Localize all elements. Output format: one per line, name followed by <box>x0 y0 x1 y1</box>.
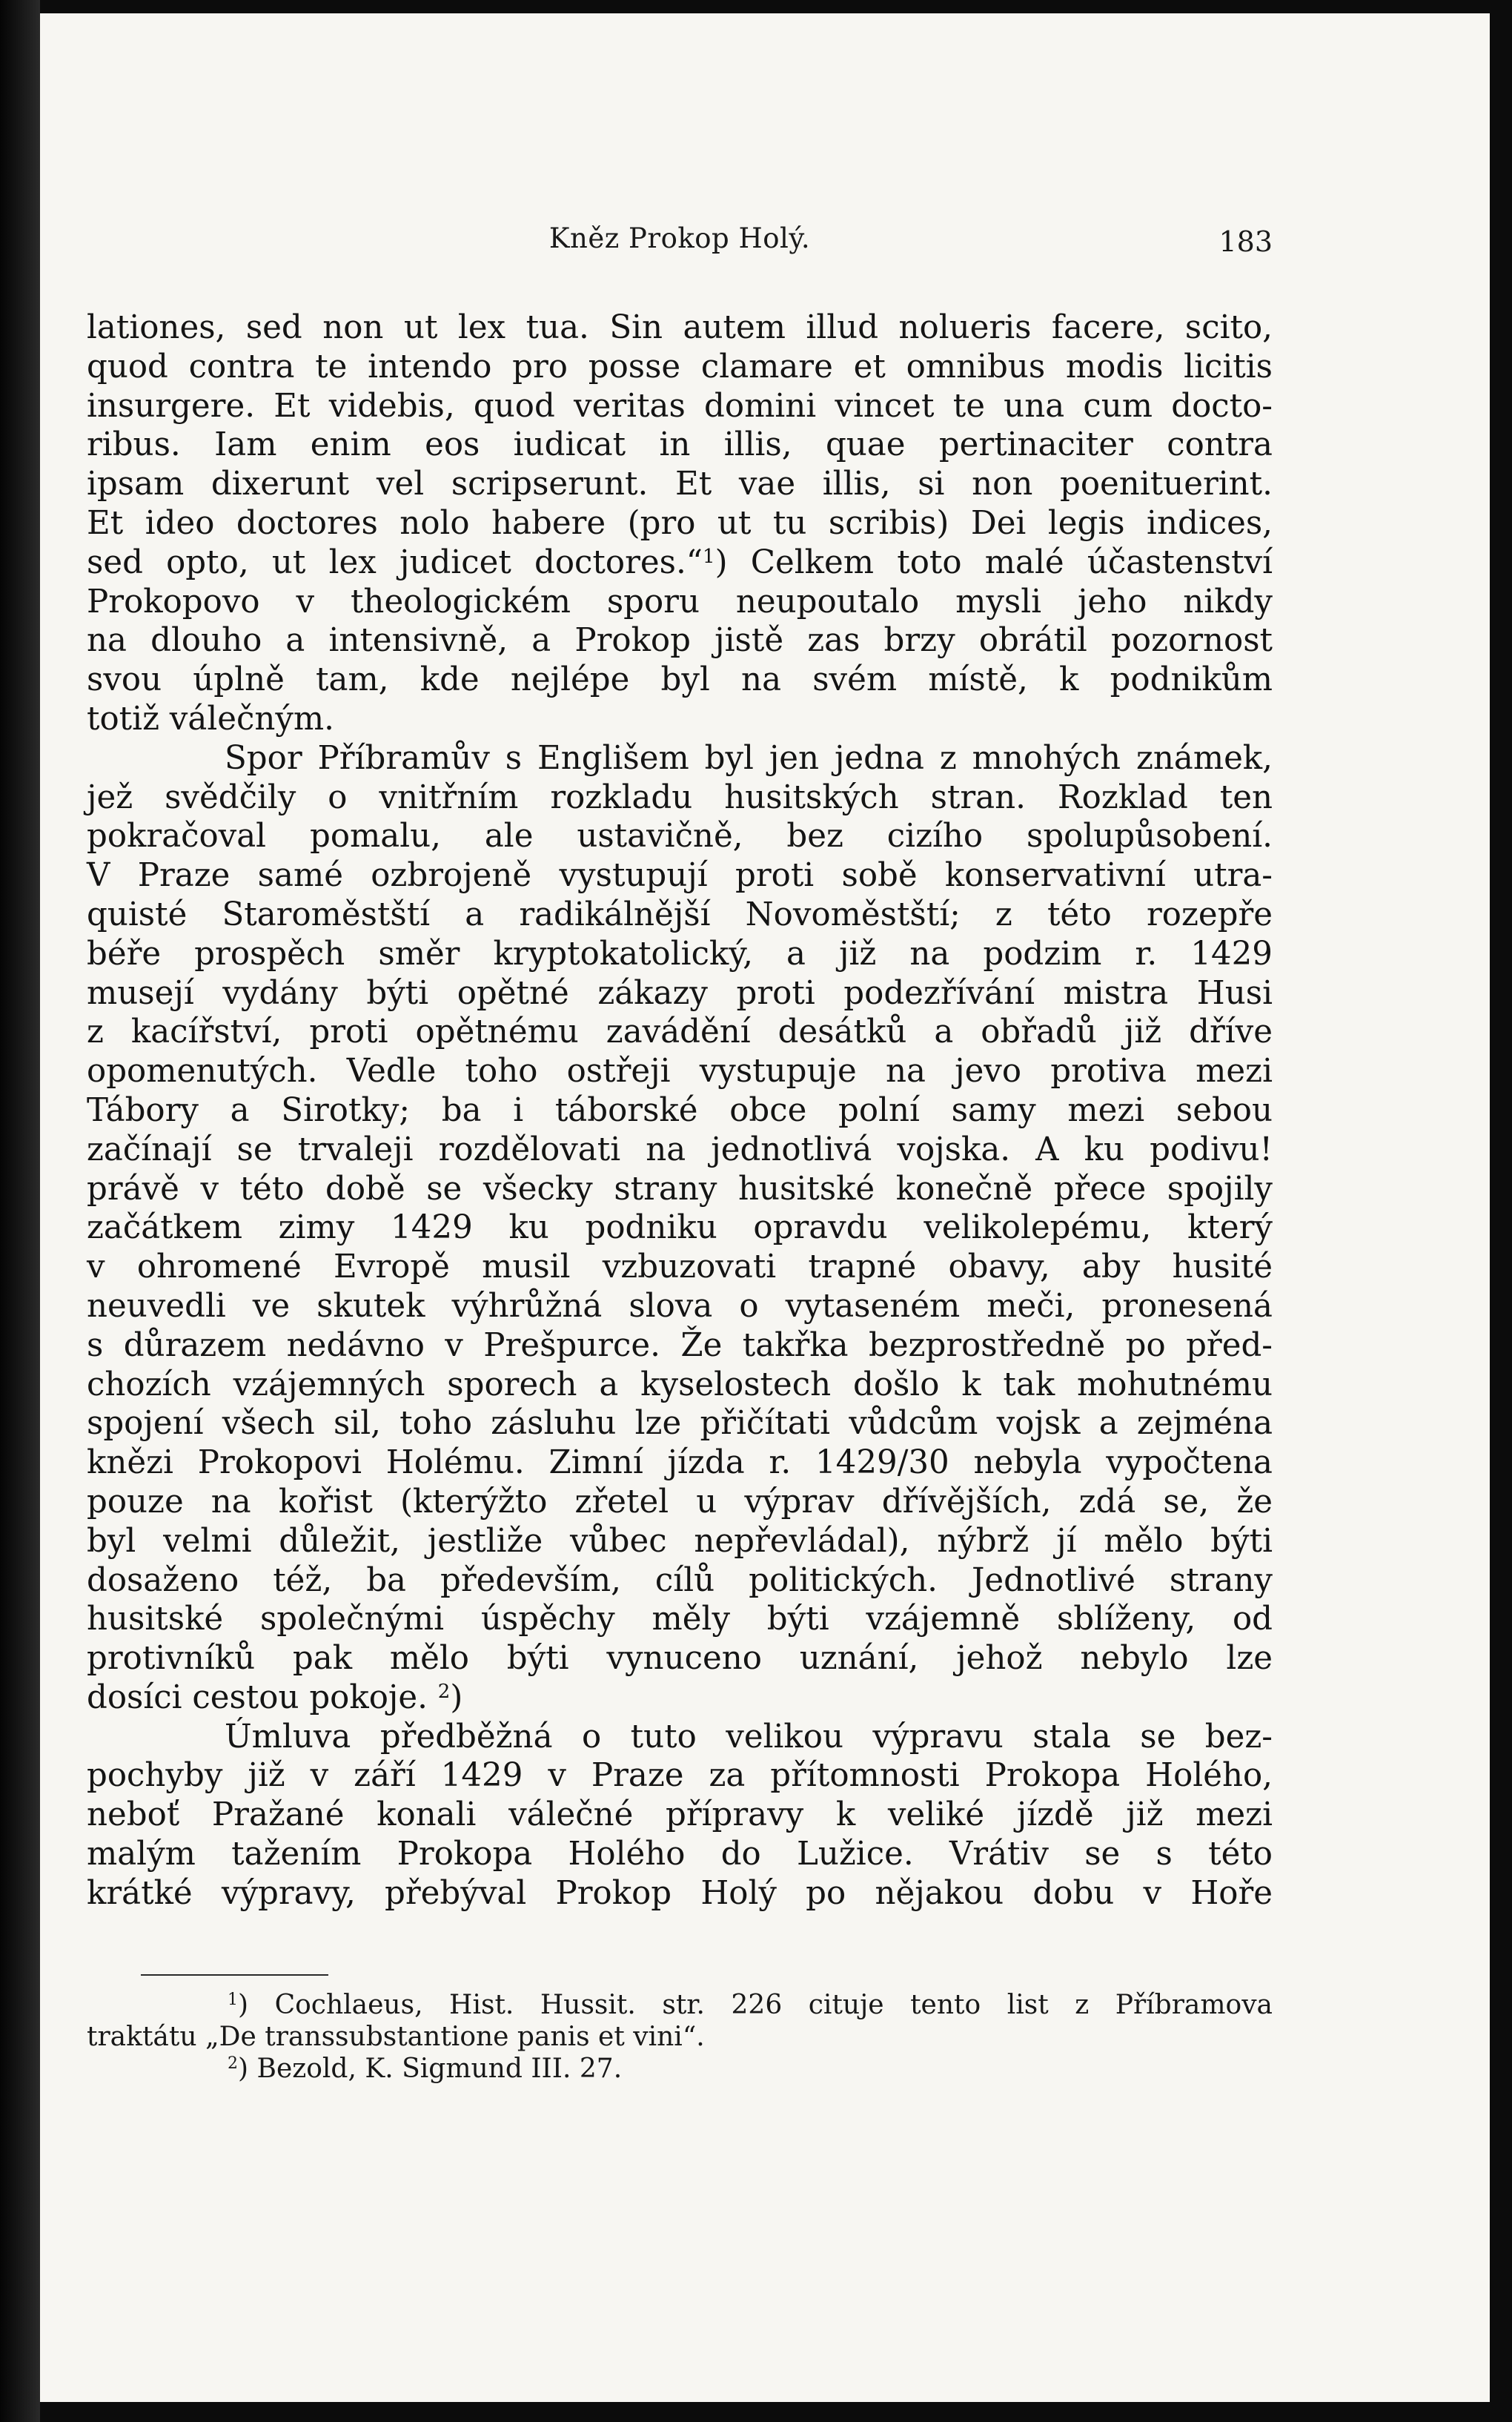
text-segment: ) <box>450 1678 463 1716</box>
text-line: začínají se trvaleji rozdělovati na jednotlivá vojska. A ku podivu! <box>87 1131 1273 1168</box>
text-line: Et ideo doctores nolo habere (pro ut tu scribis) Dei legis indices, <box>87 504 1273 542</box>
footnote-mark-1: 1 <box>228 1991 238 2009</box>
text-line: právě v této době se všecky strany husitské konečně přece spojily <box>87 1170 1273 1208</box>
text-line: byl velmi důležit, jestliže vůbec nepřevládal), nýbrž jí mělo býti <box>87 1522 1273 1560</box>
footnote-mark-2: 2 <box>228 2054 238 2073</box>
main-text <box>87 308 1273 1913</box>
footnote-text: ) Bezold, K. Sigmund III. 27. <box>238 2054 623 2084</box>
text-line: s důrazem nedávno v Prešpurce. Že takřka bezprostředně po před- <box>87 1326 1273 1364</box>
text-segment: sed opto, ut lex judicet doctores.“ <box>87 543 703 581</box>
text-line: quod contra te intendo pro posse clamare et omnibus modis licitis <box>87 348 1273 386</box>
text-line: z kacířství, proti opětnému zavádění desátků a obřadů již dříve <box>87 1013 1273 1051</box>
text-line: spojení všech sil, toho zásluhu lze přičítati vůdcům vojsk a zejména <box>87 1405 1273 1443</box>
scan-edge-shadow <box>0 0 40 2422</box>
text-line: Úmluva předběžná o tuto velikou výpravu stala se bez- <box>225 1718 1273 1756</box>
text-line: na dlouho a intensivně, a Prokop jistě zas brzy obrátil pozornost <box>87 622 1273 660</box>
footnote-ref-1: 1 <box>703 545 715 568</box>
text-line: pouze na kořist (kterýžto zřetel u výprav dřívějších, zdá se, že <box>87 1483 1273 1521</box>
text-line-with-footnote-ref <box>87 543 1273 583</box>
text-line: v ohromené Evropě musil vzbuzovati trapné obavy, aby husité <box>87 1248 1273 1286</box>
text-line: neuvedli ve skutek výhrůžná slova o vytaseném meči, pronesená <box>87 1287 1273 1325</box>
text-line: pokračoval pomalu, ale ustavičně, bez cizího spolupůsobení. <box>87 818 1273 856</box>
text-line: jež svědčily o vnitřním rozkladu husitských stran. Rozklad ten <box>87 778 1273 816</box>
text-line: pochyby již v září 1429 v Praze za přítomnosti Prokopa Holého, <box>87 1757 1273 1795</box>
footnote-text: ) Cochlaeus, Hist. Hussit. str. 226 cituje tento list z Příbramova <box>238 1990 1273 2020</box>
text-line: dosaženo též, ba především, cílů politických. Jednotlivé strany <box>87 1561 1273 1599</box>
text-line: neboť Pražané konali válečné přípravy k veliké jízdě již mezi <box>87 1796 1273 1834</box>
text-line: husitské společnými úspěchy měly býti vzájemně sblíženy, od <box>87 1601 1273 1638</box>
text-line: insurgere. Et videbis, quod veritas domini vincet te una cum docto- <box>87 387 1273 425</box>
text-line: svou úplně tam, kde nejlépe byl na svém místě, k podnikům <box>87 661 1273 699</box>
text-line: musejí vydány býti opětné zákazy proti podezřívání mistra Husi <box>87 974 1273 1012</box>
text-line: V Praze samé ozbrojeně vystupují proti sobě konservativní utra- <box>87 857 1273 895</box>
text-line: malým tažením Prokopa Holého do Lužice. Vrátiv se s této <box>87 1836 1273 1873</box>
running-title: Kněz Prokop Holý. <box>548 222 811 254</box>
text-segment: ) Celkem toto malé účastenství <box>714 543 1273 581</box>
running-head <box>87 222 1273 267</box>
text-line: quisté Staroměstští a radikálnější Novoměstští; z této rozepře <box>87 896 1273 933</box>
footnotes <box>87 1989 1273 2085</box>
footnote-separator <box>141 1974 328 1976</box>
text-line: ipsam dixerunt vel scripserunt. Et vae illis, si non poenituerint. <box>87 466 1273 503</box>
text-line: ribus. Iam enim eos iudicat in illis, quae pertinaciter contra <box>87 426 1273 464</box>
footnote-1-continued: traktátu „De transsubstantione panis et vini“. <box>87 2022 705 2052</box>
text-line: totiž válečným. <box>87 700 335 738</box>
footnote-2 <box>141 2053 1273 2085</box>
text-line: lationes, sed non ut lex tua. Sin autem illud nolueris facere, scito, <box>87 309 1273 346</box>
text-line: Spor Příbramův s Englišem byl jen jedna z mnohých známek, <box>225 739 1273 777</box>
text-line: Prokopovo v theologickém sporu neupoutalo mysli jeho nikdy <box>87 583 1273 621</box>
text-line: protivníků pak mělo býti vynuceno uznání, jehož nebylo lze <box>87 1640 1273 1678</box>
footnote-1 <box>141 1989 1273 2021</box>
text-line-with-footnote-ref <box>87 1678 1273 1718</box>
footnote-ref-2: 2 <box>437 1680 451 1703</box>
text-line: Tábory a Sirotky; ba i táborské obce polní samy mezi sebou <box>87 1091 1273 1129</box>
page-number: 183 <box>1218 225 1273 258</box>
text-line: opomenutých. Vedle toho ostřeji vystupuje na jevo protiva mezi <box>87 1053 1273 1091</box>
text-line: chozích vzájemných sporech a kyselostech došlo k tak mohutnému <box>87 1366 1273 1403</box>
text-line: krátké výpravy, přebýval Prokop Holý po nějakou dobu v Hoře <box>87 1874 1273 1912</box>
text-line: začátkem zimy 1429 ku podniku opravdu velikolepému, který <box>87 1209 1273 1247</box>
text-line: knězi Prokopovi Holému. Zimní jízda r. 1429/30 nebyla vypočtena <box>87 1444 1273 1482</box>
text-line: béře prospěch směr kryptokatolický, a již na podzim r. 1429 <box>87 935 1273 973</box>
text-segment: dosíci cestou pokoje. <box>87 1678 428 1716</box>
